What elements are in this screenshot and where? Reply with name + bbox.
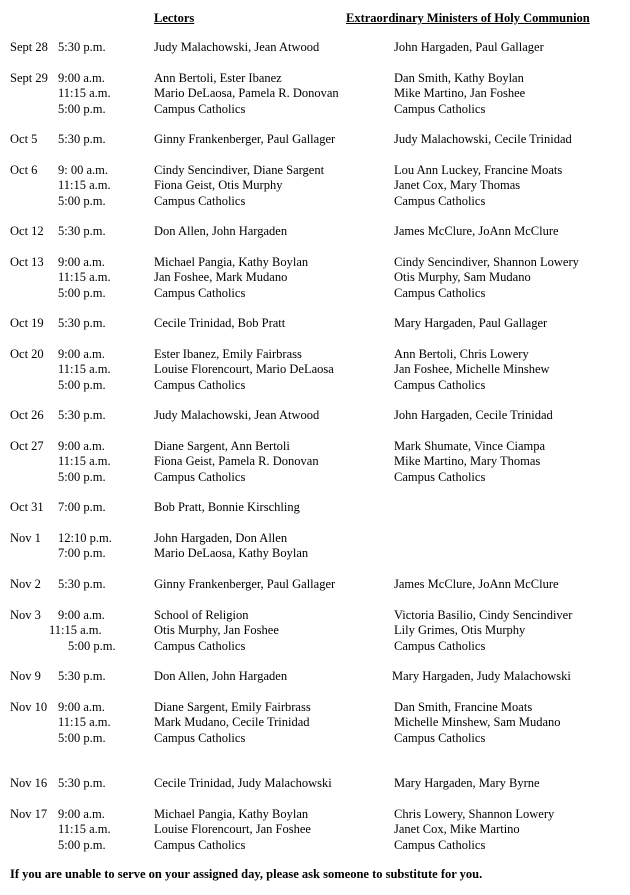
- ministers-cell: Lily Grimes, Otis Murphy: [394, 623, 526, 638]
- service-date: Oct 13: [10, 255, 44, 269]
- service-time: 5:00 p.m.: [58, 730, 106, 745]
- schedule-row: [0, 255, 630, 271]
- ministers-cell: Campus Catholics: [394, 101, 486, 116]
- lectors-cell: School of Religion: [154, 608, 249, 622]
- schedule-row: [0, 102, 630, 118]
- ministers-cell: James McClure, JoAnn McClure: [394, 577, 559, 591]
- schedule-row: [0, 316, 630, 332]
- lectors-cell: Michael Pangia, Kathy Boylan: [154, 255, 309, 269]
- schedule-row: [0, 270, 630, 286]
- lectors-cell: Campus Catholics: [154, 730, 246, 745]
- schedule-row: [0, 86, 630, 102]
- schedule-row: [0, 838, 630, 854]
- lectors-cell: Campus Catholics: [154, 377, 246, 392]
- service-time: 11:15 a.m.: [58, 270, 111, 285]
- lectors-cell: Mark Mudano, Cecile Trinidad: [154, 715, 310, 730]
- service-time: 9:00 a.m.: [58, 807, 105, 821]
- service-date: Oct 19: [10, 316, 44, 330]
- ministers-cell: Campus Catholics: [394, 377, 486, 392]
- service-time: 11:15 a.m.: [49, 623, 102, 638]
- service-time: 5:00 p.m.: [58, 837, 106, 852]
- ministers-cell: Campus Catholics: [394, 469, 486, 484]
- ministers-cell: Mary Hargaden, Paul Gallager: [394, 316, 548, 330]
- lectors-cell: Diane Sargent, Ann Bertoli: [154, 439, 290, 453]
- service-time: 5:00 p.m.: [58, 377, 106, 392]
- lectors-cell: Cindy Sencindiver, Diane Sargent: [154, 163, 325, 177]
- service-time: 5:30 p.m.: [58, 776, 106, 790]
- service-time: 5:30 p.m.: [58, 132, 106, 146]
- schedule-row: [0, 439, 630, 455]
- ministers-cell: Victoria Basilio, Cindy Sencindiver: [394, 608, 573, 622]
- ministers-cell: John Hargaden, Cecile Trinidad: [394, 408, 553, 422]
- schedule-row: [0, 822, 630, 838]
- lectors-cell: Campus Catholics: [154, 193, 246, 208]
- schedule-row: [0, 700, 630, 716]
- ministers-cell: Campus Catholics: [394, 638, 486, 653]
- service-time: 12:10 p.m.: [58, 531, 112, 545]
- service-time: 11:15 a.m.: [58, 715, 111, 730]
- lectors-cell: Mario DeLaosa, Kathy Boylan: [154, 546, 309, 561]
- lectors-cell: Judy Malachowski, Jean Atwood: [154, 408, 320, 422]
- lectors-cell: Don Allen, John Hargaden: [154, 224, 288, 238]
- lectors-cell: John Hargaden, Don Allen: [154, 531, 288, 545]
- ministers-cell: Campus Catholics: [394, 193, 486, 208]
- ministers-cell: Mike Martino, Mary Thomas: [394, 454, 541, 469]
- lectors-cell: Bob Pratt, Bonnie Kirschling: [154, 500, 300, 514]
- service-date: Nov 17: [10, 807, 48, 821]
- service-time: 5:30 p.m.: [58, 408, 106, 422]
- service-date: Oct 31: [10, 500, 44, 514]
- schedule-row: [0, 286, 630, 302]
- schedule-row: [0, 807, 630, 823]
- ministers-cell: Mike Martino, Jan Foshee: [394, 86, 526, 101]
- ministers-cell: John Hargaden, Paul Gallager: [394, 40, 544, 54]
- service-date: Oct 5: [10, 132, 38, 146]
- schedule-row: [0, 40, 630, 56]
- service-time: 5:30 p.m.: [58, 224, 106, 238]
- service-date: Nov 16: [10, 776, 48, 790]
- schedule-row: [0, 454, 630, 470]
- service-date: Nov 10: [10, 700, 48, 714]
- lectors-cell: Mario DeLaosa, Pamela R. Donovan: [154, 86, 339, 101]
- service-date: Oct 27: [10, 439, 44, 453]
- schedule-row: [0, 623, 630, 639]
- schedule-row: [0, 715, 630, 731]
- schedule-row: [0, 669, 630, 685]
- ministers-column-header: Extraordinary Ministers of Holy Communion: [346, 11, 590, 25]
- lectors-cell: Louise Florencourt, Mario DeLaosa: [154, 362, 334, 377]
- schedule-row: [0, 194, 630, 210]
- schedule-row: [0, 163, 630, 179]
- schedule-row: [0, 132, 630, 148]
- service-time: 5:00 p.m.: [58, 469, 106, 484]
- service-time: 11:15 a.m.: [58, 86, 111, 101]
- lectors-cell: Judy Malachowski, Jean Atwood: [154, 40, 320, 54]
- service-date: Nov 2: [10, 577, 41, 591]
- ministers-cell: Campus Catholics: [394, 285, 486, 300]
- lectors-cell: Campus Catholics: [154, 837, 246, 852]
- schedule-row: [0, 500, 630, 516]
- lectors-cell: Campus Catholics: [154, 101, 246, 116]
- service-time: 9:00 a.m.: [58, 439, 105, 453]
- ministers-cell: Mary Hargaden, Judy Malachowski: [392, 669, 571, 683]
- ministers-cell: Dan Smith, Kathy Boylan: [394, 71, 524, 85]
- service-date: Oct 12: [10, 224, 44, 238]
- ministers-cell: Campus Catholics: [394, 837, 486, 852]
- lectors-cell: Campus Catholics: [154, 638, 246, 653]
- footer-note: If you are unable to serve on your assigned day, please ask someone to substitute for you.: [10, 867, 483, 881]
- lectors-cell: Otis Murphy, Jan Foshee: [154, 623, 279, 638]
- service-time: 5:30 p.m.: [58, 316, 106, 330]
- ministers-cell: Cindy Sencindiver, Shannon Lowery: [394, 255, 579, 269]
- ministers-cell: Michelle Minshew, Sam Mudano: [394, 715, 561, 730]
- ministers-cell: Mark Shumate, Vince Ciampa: [394, 439, 546, 453]
- lectors-cell: Cecile Trinidad, Bob Pratt: [154, 316, 286, 330]
- lectors-cell: Ginny Frankenberger, Paul Gallager: [154, 577, 336, 591]
- service-time: 5:30 p.m.: [58, 669, 106, 683]
- schedule-row: [0, 731, 630, 747]
- schedule-row: [0, 178, 630, 194]
- service-date: Oct 20: [10, 347, 44, 361]
- lectors-cell: Ann Bertoli, Ester Ibanez: [154, 71, 282, 85]
- lectors-cell: Fiona Geist, Pamela R. Donovan: [154, 454, 319, 469]
- schedule-row: [0, 347, 630, 363]
- ministers-cell: James McClure, JoAnn McClure: [394, 224, 559, 238]
- ministers-cell: Janet Cox, Mike Martino: [394, 822, 520, 837]
- schedule-row: [0, 546, 630, 562]
- lectors-cell: Don Allen, John Hargaden: [154, 669, 288, 683]
- service-date: Nov 3: [10, 608, 41, 622]
- lectors-cell: Ginny Frankenberger, Paul Gallager: [154, 132, 336, 146]
- lectors-cell: Michael Pangia, Kathy Boylan: [154, 807, 309, 821]
- service-date: Sept 28: [10, 40, 48, 54]
- service-time: 5:00 p.m.: [58, 101, 106, 116]
- service-date: Nov 1: [10, 531, 41, 545]
- service-time: 11:15 a.m.: [58, 178, 111, 193]
- service-time: 7:00 p.m.: [58, 500, 106, 514]
- service-time: 9:00 a.m.: [58, 255, 105, 269]
- service-time: 5:00 p.m.: [58, 193, 106, 208]
- schedule-row: [0, 71, 630, 87]
- schedule-row: [0, 408, 630, 424]
- ministers-cell: Judy Malachowski, Cecile Trinidad: [394, 132, 572, 146]
- schedule-row: [0, 776, 630, 792]
- schedule-row: [0, 224, 630, 240]
- service-date: Oct 26: [10, 408, 44, 422]
- schedule-row: [0, 470, 630, 486]
- lectors-cell: Diane Sargent, Emily Fairbrass: [154, 700, 311, 714]
- service-time: 7:00 p.m.: [58, 546, 106, 561]
- schedule-row: [0, 378, 630, 394]
- ministers-cell: Mary Hargaden, Mary Byrne: [394, 776, 540, 790]
- service-time: 5:00 p.m.: [58, 285, 106, 300]
- schedule-row: [0, 531, 630, 547]
- ministers-cell: Janet Cox, Mary Thomas: [394, 178, 521, 193]
- service-time: 9:00 a.m.: [58, 347, 105, 361]
- service-time: 11:15 a.m.: [58, 454, 111, 469]
- service-date: Oct 6: [10, 163, 38, 177]
- service-time: 9:00 a.m.: [58, 608, 105, 622]
- service-time: 11:15 a.m.: [58, 822, 111, 837]
- ministers-cell: Otis Murphy, Sam Mudano: [394, 270, 531, 285]
- schedule-row: [0, 362, 630, 378]
- ministers-cell: Dan Smith, Francine Moats: [394, 700, 533, 714]
- service-time: 5:00 p.m.: [68, 638, 116, 653]
- schedule-row: [0, 608, 630, 624]
- lectors-cell: Jan Foshee, Mark Mudano: [154, 270, 288, 285]
- schedule-row: [0, 577, 630, 593]
- service-time: 9:00 a.m.: [58, 71, 105, 85]
- service-time: 5:30 p.m.: [58, 40, 106, 54]
- service-date: Sept 29: [10, 71, 48, 85]
- service-time: 5:30 p.m.: [58, 577, 106, 591]
- lectors-cell: Louise Florencourt, Jan Foshee: [154, 822, 311, 837]
- lectors-column-header: Lectors: [154, 11, 195, 25]
- ministers-cell: Campus Catholics: [394, 730, 486, 745]
- ministers-cell: Chris Lowery, Shannon Lowery: [394, 807, 555, 821]
- lectors-cell: Campus Catholics: [154, 469, 246, 484]
- service-date: Nov 9: [10, 669, 41, 683]
- ministers-cell: Lou Ann Luckey, Francine Moats: [394, 163, 563, 177]
- ministers-cell: Jan Foshee, Michelle Minshew: [394, 362, 550, 377]
- service-time: 9:00 a.m.: [58, 700, 105, 714]
- service-time: 9: 00 a.m.: [58, 163, 108, 177]
- lectors-cell: Campus Catholics: [154, 285, 246, 300]
- lectors-cell: Fiona Geist, Otis Murphy: [154, 178, 283, 193]
- lectors-cell: Cecile Trinidad, Judy Malachowski: [154, 776, 332, 790]
- schedule-row: [0, 639, 630, 655]
- lectors-cell: Ester Ibanez, Emily Fairbrass: [154, 347, 302, 361]
- service-time: 11:15 a.m.: [58, 362, 111, 377]
- ministers-cell: Ann Bertoli, Chris Lowery: [394, 347, 529, 361]
